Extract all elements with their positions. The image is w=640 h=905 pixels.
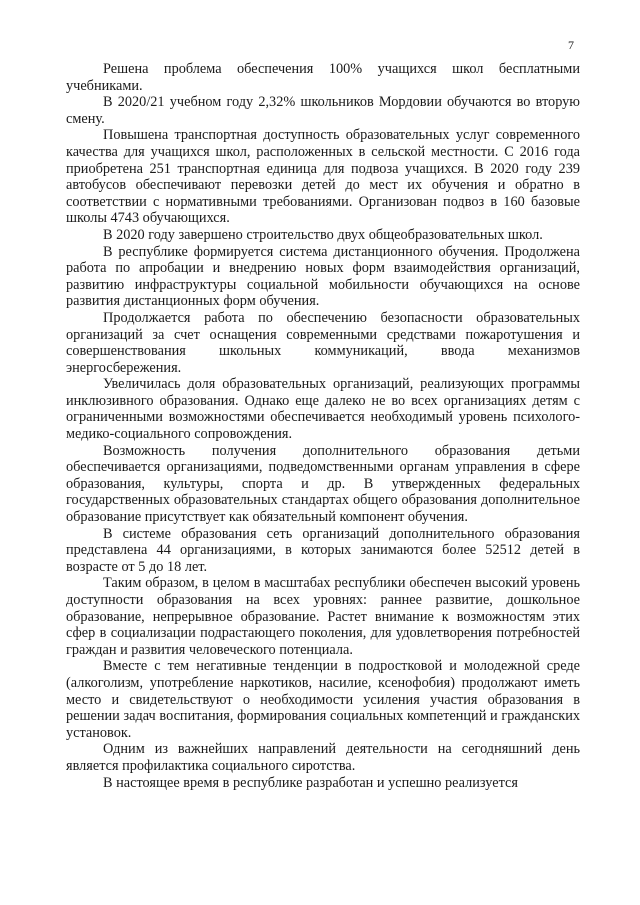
paragraph: В системе образования сеть организаций дополнительного образования представлена 44 организациями, в которых занимаются более 52512 детей в возрасте от 5 до 18 лет. [66, 525, 580, 575]
paragraph: Таким образом, в целом в масштабах республики обеспечен высокий уровень доступности образования на всех уровнях: раннее развитие, дошкольное образование, непрерывное образование. Растет внимание к возможностям этих сфер в социализации подрастающего поколения, для удовлетворения потребностей граждан и развития человеческого потенциала. [66, 575, 580, 658]
paragraph: В 2020 году завершено строительство двух общеобразовательных школ. [103, 226, 543, 243]
page-number: 7 [568, 38, 574, 52]
paragraph: Продолжается работа по обеспечению безопасности образовательных организаций за счет оснащения современными средствами пожаротушения и совершенствования школьных коммуникаций, ввода механизмов энергосбережения. [66, 309, 580, 376]
paragraph: Решена проблема обеспечения 100% учащихся школ бесплатными учебниками. [66, 61, 580, 94]
paragraph: В настоящее время в республике разработан и успешно реализуется [103, 774, 518, 791]
paragraph: В 2020/21 учебном году 2,32% школьников Мордовии обучаются во вторую смену. [66, 94, 580, 127]
paragraph: Возможность получения дополнительного образования детьми обеспечивается организациями, подведомственными органам управления в сфере образования, культуры, спорта и др. В утвержденных федеральных государственных образовательных стандартах общего образования дополнительное образование присутствует как обязательный компонент обучения. [66, 442, 580, 526]
paragraph: Повышена транспортная доступность образовательных услуг современного качества для учащихся школ, расположенных в сельской местности. С 2016 года приобретена 251 транспортная единица для подвоза учащихся. В 2020 году 239 автобусов обеспечивают перевозки детей до мест их обучения и обратно в соответствии с нормативными требованиями. Организован подвоз в 160 базовые школы 4743 обучающихся. [66, 127, 580, 227]
document-body [66, 61, 580, 791]
paragraph: Увеличилась доля образовательных организаций, реализующих программы инклюзивного образования. Однако еще далеко не во всех организациях детям с ограниченными возможностями обеспечивается необходимый уровень психолого-медико-социального сопровождения. [66, 376, 580, 443]
paragraph: В республике формируется система дистанционного обучения. Продолжена работа по апробации и внедрению новых форм взаимодействия организаций, развитию инфраструктуры социальной мобильности обучающихся на основе развития дистанционных форм обучения. [66, 243, 580, 310]
paragraph: Одним из важнейших направлений деятельности на сегодняшний день является профилактика социального сиротства. [66, 741, 580, 774]
paragraph: Вместе с тем негативные тенденции в подростковой и молодежной среде (алкоголизм, употребление наркотиков, насилие, ксенофобия) продолжают иметь место и свидетельствуют о необходимости усиления участия образования в решении задач воспитания, формирования социальных компетенций и гражданских установок. [66, 658, 580, 741]
